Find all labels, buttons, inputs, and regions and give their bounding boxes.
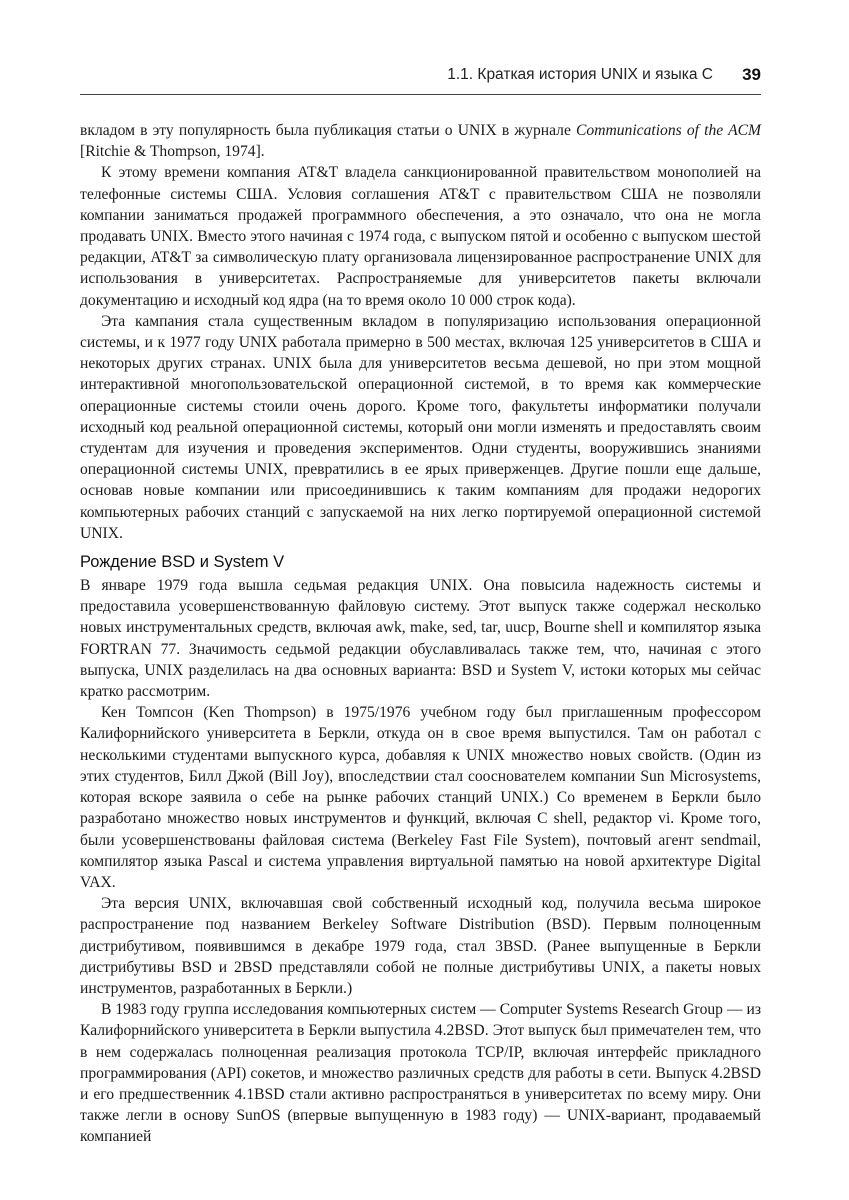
paragraph-att-licensing: К этому времени компания AT&T владела санкционированной правительством монополией на телефонные системы США. Условия соглашения AT&T с правительством США не позволяли компании заниматься продажей программного обеспечения, а это означало, что она не могла продавать UNIX. Вместо этого начиная с 1974 года, с выпуском пятой и особенно с выпуском шестой редакции, AT&T за символическую плату организовала лицензированное распространение UNIX для использования в университетах. Распространяемые для университетов пакеты включали документацию и исходный код ядра (на то время около 10 000 строк кода). — [80, 164, 761, 309]
paragraph-bsd-distribution: Эта версия UNIX, включавшая свой собственный исходный код, получила весьма широкое распространение под названием Berkeley Software Distribution (BSD). Первым полноценным дистрибутивом, появившимся в декабре 1979 года, стал 3BSD. (Ранее выпущенные в Беркли дистрибутивы BSD и 2BSD представляли собой не полные дистрибутивы UNIX, а пакеты новых инструментов, разработанных в Беркли.) — [80, 895, 761, 997]
paragraph-seventh-edition: В январе 1979 года вышла седьмая редакция UNIX. Она повысила надежность системы и предоставила усовершенствованную файловую систему. Этот выпуск также содержал несколько новых инструментальных средств, включая awk, make, sed, tar, uucp, Bourne shell и компилятор языка FORTRAN 77. Значимость седьмой редакции обуславливалась также тем, что, начиная с этого выпуска, UNIX разделилась на два основных варианта: BSD и System V, истоки которых мы сейчас кратко рассмотрим. — [80, 577, 761, 701]
running-header — [80, 64, 761, 95]
page-body — [80, 120, 761, 1148]
paragraph-continuation — [80, 120, 761, 162]
paragraph-ken-thompson: Кен Томпсон (Ken Thompson) в 1975/1976 учебном году был приглашенным профессором Калифорнийского университета в Беркли, откуда он в свое время выпустился. Там он работал с несколькими студентами выпускного курса, добавляя к UNIX множество новых свойств. (Один из этих студентов, Билл Джой (Bill Joy), впоследствии стал сооснователем компании Sun Microsystems, которая вскоре заявила о себе на рынке рабочих станций UNIX.) Со временем в Беркли было разработано множество новых инструментов и функций, включая C shell, редактор vi. Кроме того, были усовершенствованы файловая система (Berkeley Fast File System), почтовый агент sendmail, компилятор языка Pascal и система управления виртуальной памятью на новой архитектуре Digital VAX. — [80, 704, 761, 891]
paragraph-university-adoption: Эта кампания стала существенным вкладом в популяризацию использования операционной системы, и к 1977 году UNIX работала примерно в 500 местах, включая 125 университетов в США и некоторых других странах. UNIX была для университетов весьма дешевой, но при этом мощной интерактивной многопользовательской операционной системой, в то время как коммерческие операционные системы стоили очень дорого. Кроме того, факультеты информатики получали исходный код реальной операционной системы, который они могли изменять и предоставлять своим студентам для изучения и проведения экспериментов. Одни студенты, вооружившись знаниями операционной системы UNIX, превратились в ее ярых приверженцев. Другие пошли еще дальше, основав новые компании или присоединившись к таким компаниям для продажи недорогих компьютерных рабочих станций с запускаемой на них легко портируемой операционной системой UNIX. — [80, 312, 761, 542]
section-heading: Рождение BSD и System V — [80, 553, 285, 572]
running-title: 1.1. Краткая история UNIX и языка C — [447, 66, 713, 83]
paragraph-text: вкладом в эту популярность была публикация статьи о UNIX в журнале — [80, 122, 577, 139]
citation: [Ritchie & Thompson, 1974]. — [80, 143, 265, 161]
page-number: 39 — [742, 65, 761, 84]
paragraph-42bsd: В 1983 году группа исследования компьютерных систем — Computer Systems Research Group — из Калифорнийского университета в Беркли выпустила 4.2BSD. Этот выпуск был примечателен тем, что в нем содержалась полноценная реализация протокола TCP/IP, включая интерфейс прикладного программирования (API) сокетов, и множество различных средств для работы в сети. Выпуск 4.2BSD и его предшественник 4.1BSD стали активно распространяться в университетах по всему миру. Они также легли в основу SunOS (впервые выпущенную в 1983 году) — UNIX-вариант, продаваемый компанией — [80, 1001, 761, 1146]
journal-title: Communications of the ACM — [576, 122, 762, 139]
